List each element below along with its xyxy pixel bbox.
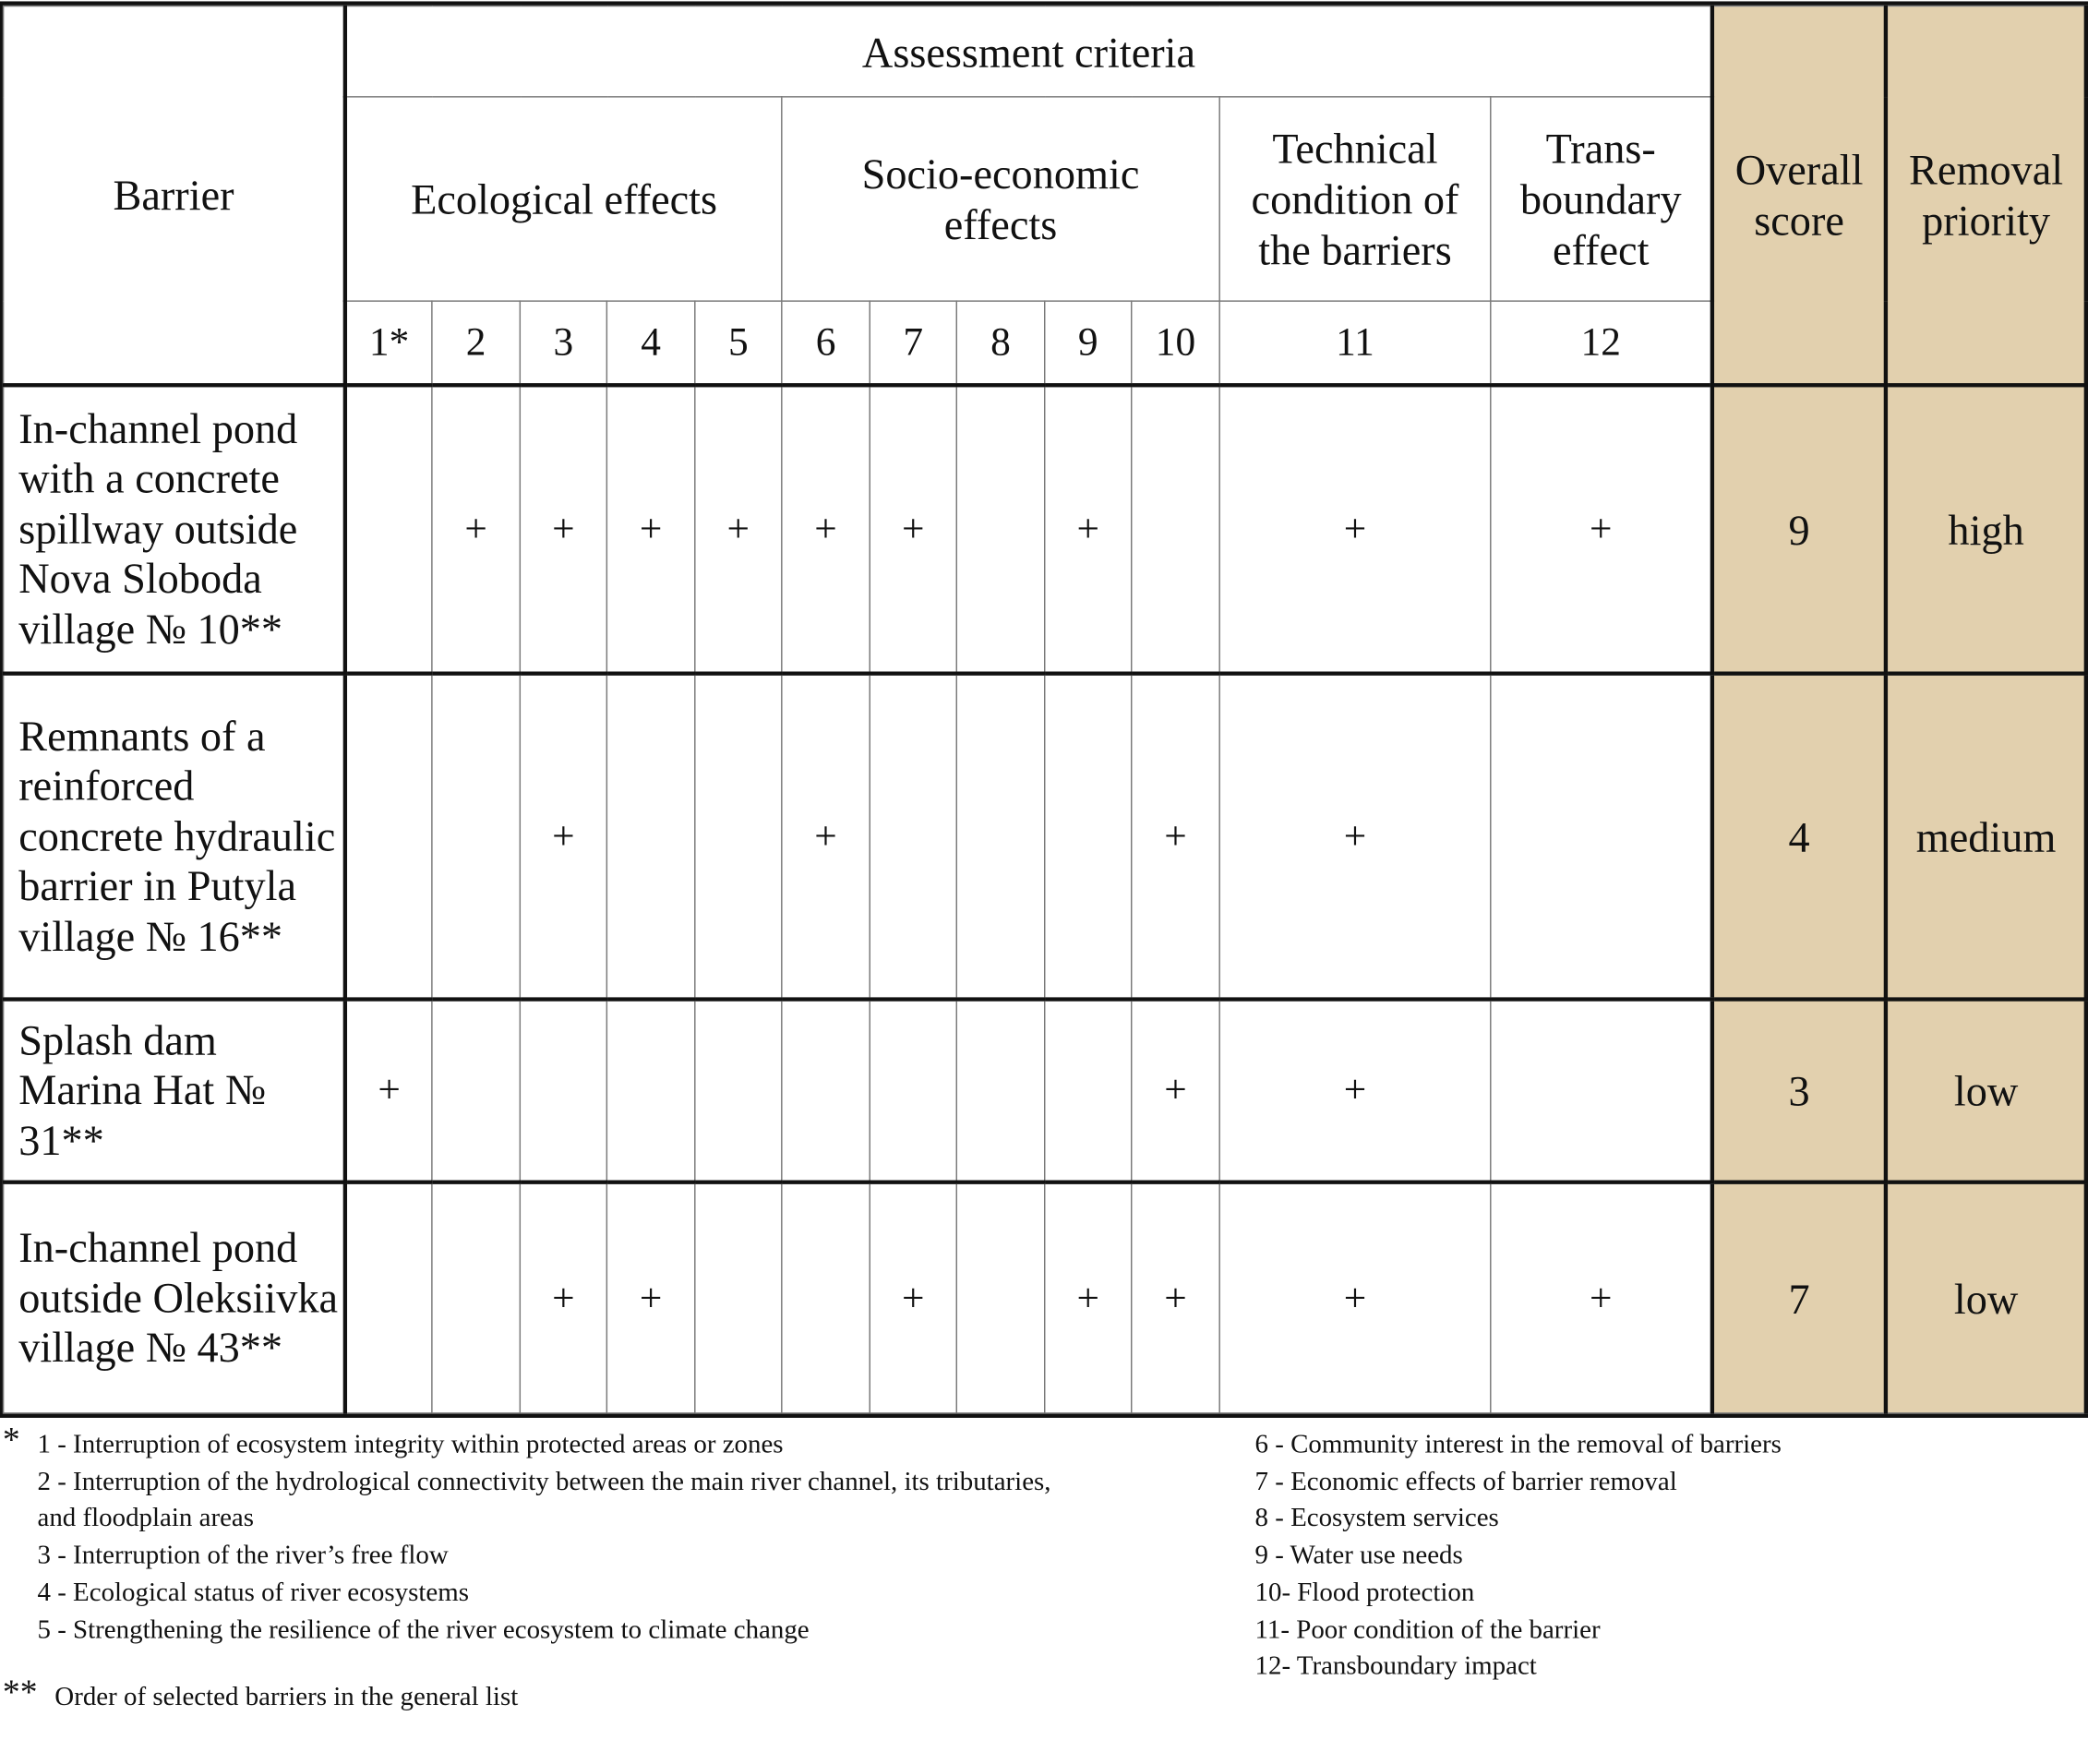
barrier-name: Remnants of a reinforced concrete hydraulic barrier in Putyla village № 16** xyxy=(4,674,345,1000)
criterion-mark-10: + xyxy=(1132,1000,1219,1182)
criterion-mark-4 xyxy=(606,1000,694,1182)
footnote-line: 1 - Interruption of ecosystem integrity within protected areas or zones xyxy=(37,1429,784,1459)
criterion-mark-9 xyxy=(1045,674,1132,1000)
criterion-mark-1 xyxy=(345,1182,432,1413)
criterion-number-9: 9 xyxy=(1045,301,1132,385)
criterion-mark-4 xyxy=(606,674,694,1000)
criterion-mark-2 xyxy=(432,1182,520,1413)
criterion-number-5: 5 xyxy=(695,301,782,385)
group-ecological: Ecological effects xyxy=(345,97,782,301)
criterion-mark-5 xyxy=(695,1182,782,1413)
footnote-line: 3 - Interruption of the river’s free flow xyxy=(37,1541,449,1571)
criterion-mark-5: + xyxy=(695,385,782,673)
footnotes-right xyxy=(1255,1427,1782,1686)
criterion-mark-6: + xyxy=(782,385,870,673)
criterion-number-2: 2 xyxy=(432,301,520,385)
criterion-mark-5 xyxy=(695,1000,782,1182)
criterion-mark-4: + xyxy=(606,385,694,673)
criterion-mark-11: + xyxy=(1219,674,1491,1000)
criterion-mark-8 xyxy=(956,674,1044,1000)
barrier-name: In-channel pond outside Oleksiivka village № 43** xyxy=(4,1182,345,1413)
criterion-mark-3: + xyxy=(520,674,606,1000)
criterion-mark-8 xyxy=(956,385,1044,673)
barrier-name: In-channel pond with a concrete spillway outside Nova Sloboda village № 10** xyxy=(4,385,345,673)
criterion-number-11: 11 xyxy=(1219,301,1491,385)
criterion-mark-1 xyxy=(345,385,432,673)
overall-score: 7 xyxy=(1712,1182,1886,1413)
footnote-line: 9 - Water use needs xyxy=(1254,1541,1463,1571)
barrier-name: Splash dam Marina Hat № 31** xyxy=(4,1000,345,1182)
criterion-mark-10: + xyxy=(1132,674,1219,1000)
criterion-mark-10 xyxy=(1132,385,1219,673)
footnote-line: 4 - Ecological status of river ecosystems xyxy=(37,1578,470,1608)
criterion-number-3: 3 xyxy=(520,301,606,385)
criterion-mark-4: + xyxy=(606,1182,694,1413)
footnote-line: 11- Poor condition of the barrier xyxy=(1254,1614,1601,1645)
criterion-mark-9 xyxy=(1045,1000,1132,1182)
footnote-double-star: ** xyxy=(2,1673,38,1712)
overall-score: 4 xyxy=(1712,674,1886,1000)
group-socio-economic: Socio-economic effects xyxy=(782,97,1219,301)
criterion-mark-1: + xyxy=(345,1000,432,1182)
criterion-mark-7 xyxy=(870,674,956,1000)
table-row xyxy=(4,1182,2086,1413)
criterion-number-10: 10 xyxy=(1132,301,1219,385)
criterion-mark-12 xyxy=(1491,674,1712,1000)
header-overall-score: Overall score xyxy=(1712,6,1886,386)
group-technical: Technical condition of the barriers xyxy=(1219,97,1491,301)
criterion-mark-7: + xyxy=(870,1182,956,1413)
header-assessment-criteria: Assessment criteria xyxy=(345,6,1712,97)
footnote-line: 7 - Economic effects of barrier removal xyxy=(1254,1467,1677,1496)
table-row xyxy=(4,674,2086,1000)
criterion-mark-2 xyxy=(432,674,520,1000)
overall-score: 3 xyxy=(1712,1000,1886,1182)
criterion-mark-11: + xyxy=(1219,1182,1491,1413)
header-removal-priority: Removal priority xyxy=(1886,6,2086,386)
removal-priority: low xyxy=(1886,1000,2086,1182)
criterion-mark-1 xyxy=(345,674,432,1000)
criterion-number-1: 1* xyxy=(345,301,432,385)
footnote-double-star-text: Order of selected barriers in the general list xyxy=(54,1682,519,1712)
footnote-star: * xyxy=(2,1420,20,1459)
removal-priority: medium xyxy=(1886,674,2086,1000)
criterion-mark-12: + xyxy=(1491,385,1712,673)
footnote-line: 10- Flood protection xyxy=(1254,1578,1475,1608)
criterion-mark-11: + xyxy=(1219,385,1491,673)
footnote-line: 8 - Ecosystem services xyxy=(1254,1504,1499,1533)
criterion-mark-9: + xyxy=(1045,1182,1132,1413)
criterion-mark-12 xyxy=(1491,1000,1712,1182)
criterion-number-6: 6 xyxy=(782,301,870,385)
footnote-line: 6 - Community interest in the removal of barriers xyxy=(1254,1429,1782,1459)
criterion-mark-2: + xyxy=(432,385,520,673)
footnote-line: and floodplain areas xyxy=(37,1504,255,1533)
criterion-mark-8 xyxy=(956,1000,1044,1182)
criterion-mark-8 xyxy=(956,1182,1044,1413)
removal-priority: low xyxy=(1886,1182,2086,1413)
header-barrier: Barrier xyxy=(4,6,345,386)
criterion-number-7: 7 xyxy=(870,301,956,385)
table-row xyxy=(4,1000,2086,1182)
group-transboundary: Trans-boundary effect xyxy=(1491,97,1712,301)
barrier-assessment-table xyxy=(3,6,2088,1414)
footnotes-left xyxy=(37,1427,1050,1649)
criterion-mark-5 xyxy=(695,674,782,1000)
footnote-line: 12- Transboundary impact xyxy=(1254,1651,1537,1682)
criterion-mark-9: + xyxy=(1045,385,1132,673)
criterion-number-4: 4 xyxy=(606,301,694,385)
criterion-number-8: 8 xyxy=(956,301,1044,385)
overall-score: 9 xyxy=(1712,385,1886,673)
criterion-number-12: 12 xyxy=(1491,301,1712,385)
footnote-line: 2 - Interruption of the hydrological connectivity between the main river channel, its tributaries, xyxy=(37,1467,1051,1496)
criterion-mark-10: + xyxy=(1132,1182,1219,1413)
criterion-mark-11: + xyxy=(1219,1000,1491,1182)
criterion-mark-3 xyxy=(520,1000,606,1182)
criterion-mark-3: + xyxy=(520,385,606,673)
table-row xyxy=(4,385,2086,673)
footnote-line: 5 - Strengthening the resilience of the river ecosystem to climate change xyxy=(37,1614,810,1645)
criterion-mark-2 xyxy=(432,1000,520,1182)
criterion-mark-12: + xyxy=(1491,1182,1712,1413)
criterion-mark-6 xyxy=(782,1182,870,1413)
criterion-mark-7 xyxy=(870,1000,956,1182)
criterion-mark-6 xyxy=(782,1000,870,1182)
removal-priority: high xyxy=(1886,385,2086,673)
criterion-mark-7: + xyxy=(870,385,956,673)
criterion-mark-6: + xyxy=(782,674,870,1000)
criterion-mark-3: + xyxy=(520,1182,606,1413)
